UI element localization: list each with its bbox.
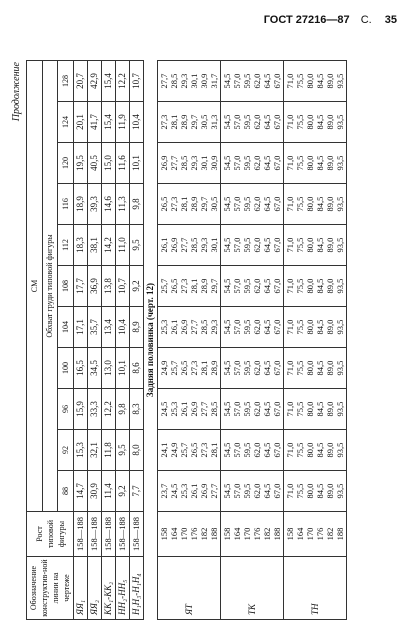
page-number: 35: [384, 14, 397, 26]
value-cell: 15,9: [74, 389, 88, 430]
group-value-cell: 54,5 57,0 59,5 62,0 64,5 67,0: [221, 307, 284, 348]
value-cell: 9,8: [130, 184, 144, 225]
value-cell: 8,3: [130, 389, 144, 430]
rotated-table-area: [12, 60, 398, 620]
table-row: [74, 61, 88, 620]
value-cell: 9,8: [116, 389, 130, 430]
value-cell: 8,9: [130, 307, 144, 348]
unit-header: СМ: [27, 61, 43, 512]
group-value-cell: 71,0 75,5 80,0 84,5 89,0 93,5: [284, 348, 347, 389]
group-row: [284, 61, 347, 620]
group-value-cell: 54,5 57,0 59,5 62,0 64,5 67,0: [221, 266, 284, 307]
value-cell: 20,1: [74, 102, 88, 143]
value-cell: 14,2: [102, 225, 116, 266]
table-body: [74, 61, 347, 620]
group-value-cell: 54,5 57,0 59,5 62,0 64,5 67,0: [221, 143, 284, 184]
group-value-cell: 71,0 75,5 80,0 84,5 89,0 93,5: [284, 61, 347, 102]
value-cell: 17,7: [74, 266, 88, 307]
table-row: [130, 61, 144, 620]
group-label: ТН: [284, 557, 347, 620]
girth-header: 88: [58, 471, 74, 512]
gost-number: ГОСТ 27216—87: [263, 14, 350, 26]
group-label: ЯТ: [158, 557, 221, 620]
value-cell: 10,7: [116, 266, 130, 307]
girth-header: 128: [58, 61, 74, 102]
row-rost: 158—188: [74, 512, 88, 557]
value-cell: 11,6: [116, 143, 130, 184]
group-value-cell: 25,7 26,5 27,3 28,1 28,9 29,7: [158, 266, 221, 307]
girth-header: 124: [58, 102, 74, 143]
value-cell: 11,9: [116, 102, 130, 143]
value-cell: 9,5: [130, 225, 144, 266]
value-cell: 15,3: [74, 430, 88, 471]
girth-header: 112: [58, 225, 74, 266]
value-cell: 34,5: [88, 348, 102, 389]
girth-header: 116: [58, 184, 74, 225]
section-title: Задняя половинка (черт. 12): [144, 61, 158, 620]
group-value-cell: 71,0 75,5 80,0 84,5 89,0 93,5: [284, 307, 347, 348]
girth-header: 104: [58, 307, 74, 348]
value-cell: 18,3: [74, 225, 88, 266]
group-value-cell: 26,1 26,9 27,7 28,5 29,3 30,1: [158, 225, 221, 266]
value-cell: 10,4: [130, 102, 144, 143]
group-value-cell: 54,5 57,0 59,5 62,0 64,5 67,0: [221, 61, 284, 102]
group-value-cell: 23,7 24,5 25,3 26,1 26,9 27,7: [158, 471, 221, 512]
group-value-cell: 54,5 57,0 59,5 62,0 64,5 67,0: [221, 348, 284, 389]
girth-header: 96: [58, 389, 74, 430]
value-cell: 36,9: [88, 266, 102, 307]
value-cell: 12,2: [102, 389, 116, 430]
value-cell: 11,3: [116, 184, 130, 225]
value-cell: 10,7: [130, 61, 144, 102]
row-label: Н₁Н₃-Н₁Н₄: [130, 557, 144, 620]
group-value-cell: 71,0 75,5 80,0 84,5 89,0 93,5: [284, 471, 347, 512]
col-rost-header: Рост типовой фигуры: [27, 512, 74, 557]
group-value-cell: 27,7 28,5 29,3 30,1 30,9 31,7: [158, 61, 221, 102]
group-value-cell: 54,5 57,0 59,5 62,0 64,5 67,0: [221, 225, 284, 266]
group-value-cell: 26,5 27,3 28,1 28,9 29,7 30,5: [158, 184, 221, 225]
group-value-cell: 24,9 25,7 26,5 27,3 28,1 28,9: [158, 348, 221, 389]
value-cell: 42,9: [88, 61, 102, 102]
group-value-cell: 24,1 24,9 25,7 26,5 27,3 28,1: [158, 430, 221, 471]
group-value-cell: 54,5 57,0 59,5 62,0 64,5 67,0: [221, 102, 284, 143]
value-cell: 15,4: [102, 102, 116, 143]
row-label: ЯЯ₁: [74, 557, 88, 620]
row-label: КК₁-КК₂: [102, 557, 116, 620]
group-value-cell: 26,9 27,7 28,5 29,3 30,1 30,9: [158, 143, 221, 184]
table-row: [88, 61, 102, 620]
value-cell: 33,3: [88, 389, 102, 430]
group-value-cell: 24,5 25,3 26,1 26,9 27,7 28,5: [158, 389, 221, 430]
group-rosts: 158 164 170 176 182 188: [158, 512, 221, 557]
value-cell: 32,1: [88, 430, 102, 471]
group-rosts: 158 164 170 176 182 188: [284, 512, 347, 557]
value-cell: 10,4: [116, 307, 130, 348]
value-cell: 9,2: [130, 266, 144, 307]
girth-header: 92: [58, 430, 74, 471]
value-cell: 10,1: [116, 348, 130, 389]
value-cell: 18,9: [74, 184, 88, 225]
value-cell: 20,7: [74, 61, 88, 102]
value-cell: 7,7: [130, 471, 144, 512]
value-cell: 10,1: [130, 143, 144, 184]
value-cell: 11,8: [102, 430, 116, 471]
value-cell: 39,3: [88, 184, 102, 225]
value-cell: 9,5: [116, 430, 130, 471]
value-cell: 8,0: [130, 430, 144, 471]
group-header: Обхват груди типовой фигуры: [42, 61, 58, 512]
group-value-cell: 71,0 75,5 80,0 84,5 89,0 93,5: [284, 184, 347, 225]
group-row: [221, 61, 284, 620]
row-rost: 158—188: [102, 512, 116, 557]
group-value-cell: 27,3 28,1 28,9 29,7 30,5 31,3: [158, 102, 221, 143]
group-value-cell: 71,0 75,5 80,0 84,5 89,0 93,5: [284, 430, 347, 471]
value-cell: 13,8: [102, 266, 116, 307]
group-value-cell: 71,0 75,5 80,0 84,5 89,0 93,5: [284, 266, 347, 307]
girth-header: 108: [58, 266, 74, 307]
value-cell: 16,5: [74, 348, 88, 389]
group-value-cell: 71,0 75,5 80,0 84,5 89,0 93,5: [284, 389, 347, 430]
row-rost: 158—188: [116, 512, 130, 557]
group-value-cell: 54,5 57,0 59,5 62,0 64,5 67,0: [221, 389, 284, 430]
value-cell: 38,1: [88, 225, 102, 266]
value-cell: 19,5: [74, 143, 88, 184]
row-rost: 158—188: [88, 512, 102, 557]
value-cell: 17,1: [74, 307, 88, 348]
value-cell: 11,4: [102, 471, 116, 512]
value-cell: 8,6: [130, 348, 144, 389]
section-row: [144, 61, 158, 620]
value-cell: 11,0: [116, 225, 130, 266]
value-cell: 12,2: [116, 61, 130, 102]
value-cell: 30,9: [88, 471, 102, 512]
value-cell: 15,4: [102, 61, 116, 102]
table-row: [102, 61, 116, 620]
col-label-header: Обозначение конструктив-ной линии на чертеже: [27, 557, 74, 620]
group-rosts: 158 164 170 176 182 188: [221, 512, 284, 557]
group-value-cell: 71,0 75,5 80,0 84,5 89,0 93,5: [284, 225, 347, 266]
continuation-label: Продолжение: [11, 62, 22, 122]
group-value-cell: 25,3 26,1 26,9 27,7 28,5 29,3: [158, 307, 221, 348]
value-cell: 40,5: [88, 143, 102, 184]
group-value-cell: 71,0 75,5 80,0 84,5 89,0 93,5: [284, 102, 347, 143]
row-rost: 158—188: [130, 512, 144, 557]
value-cell: 14,7: [74, 471, 88, 512]
value-cell: 13,4: [102, 307, 116, 348]
row-label: НН₂-НН₅: [116, 557, 130, 620]
page-prefix: С.: [360, 14, 372, 26]
value-cell: 15,0: [102, 143, 116, 184]
data-table: [26, 60, 347, 620]
group-value-cell: 54,5 57,0 59,5 62,0 64,5 67,0: [221, 184, 284, 225]
group-label: ТК: [221, 557, 284, 620]
value-cell: 35,7: [88, 307, 102, 348]
group-row: [158, 61, 221, 620]
row-label: ЯЯ₂: [88, 557, 102, 620]
value-cell: 13,0: [102, 348, 116, 389]
value-cell: 9,2: [116, 471, 130, 512]
table-row: [116, 61, 130, 620]
page-header: [264, 14, 397, 26]
group-value-cell: 54,5 57,0 59,5 62,0 64,5 67,0: [221, 430, 284, 471]
value-cell: 14,6: [102, 184, 116, 225]
value-cell: 41,7: [88, 102, 102, 143]
girth-header: 100: [58, 348, 74, 389]
group-value-cell: 54,5 57,0 59,5 62,0 64,5 67,0: [221, 471, 284, 512]
group-value-cell: 71,0 75,5 80,0 84,5 89,0 93,5: [284, 143, 347, 184]
girth-header: 120: [58, 143, 74, 184]
